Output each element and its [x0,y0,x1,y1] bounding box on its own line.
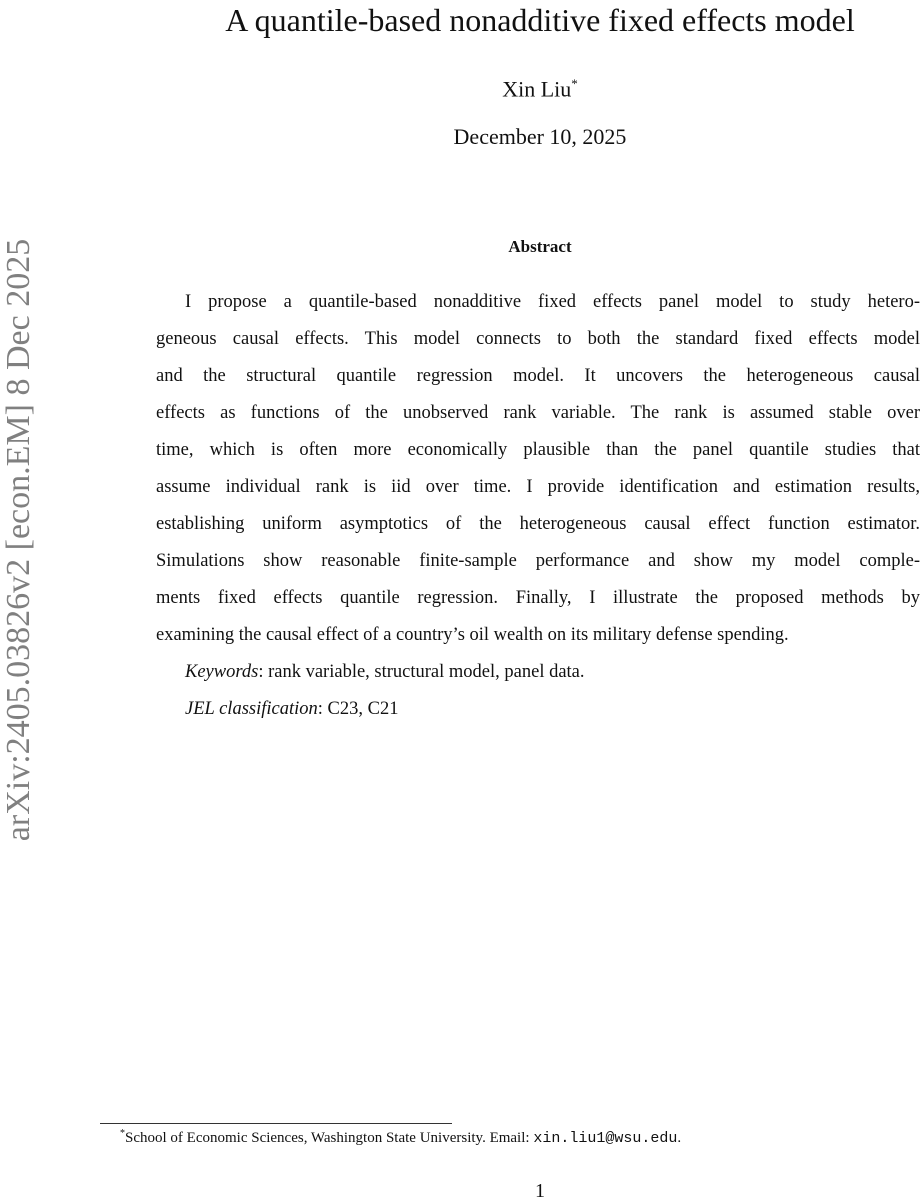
abstract-line: assume individual rank is iid over time. I provide identification and estimation results, [156,477,920,497]
abstract-line: effects as functions of the unobserved rank variable. The rank is assumed stable over [156,403,920,423]
abstract-line: ments fixed effects quantile regression. Finally, I illustrate the proposed methods by [156,588,920,608]
keywords [156,661,920,683]
arxiv-identifier-watermark: arXiv:2405.03826v2 [econ.EM] 8 Dec 2025 [0,238,37,842]
footnote-text: School of Economic Sciences, Washington State University. Email: [125,1130,534,1146]
page-number: 1 [535,1180,545,1202]
footnote-end: . [677,1130,682,1146]
author-footnote-mark: * [571,76,578,91]
keywords-text: : rank variable, structural model, panel data. [258,662,585,682]
author-name: Xin Liu [502,76,572,102]
footnote-mark: * [120,1128,125,1139]
jel-text: : C23, C21 [317,699,399,719]
jel-classification [156,698,920,720]
abstract-line: establishing uniform asymptotics of the heterogeneous causal effect function estimator. [156,514,920,534]
paper-title: A quantile-based nonadditive fixed effects model [225,2,855,38]
abstract-line: I propose a quantile-based nonadditive fixed effects panel model to study hetero- [185,292,920,312]
jel-label: JEL classification [185,699,318,719]
footnote [120,1128,681,1147]
abstract-line: Simulations show reasonable finite-sample performance and show my model comple- [156,551,920,571]
date: December 10, 2025 [453,124,627,149]
abstract-heading: Abstract [508,237,572,256]
abstract-line: geneous causal effects. This model connects to both the standard fixed effects model [156,329,920,349]
abstract-line: examining the causal effect of a country’s oil wealth on its military defense spending. [156,625,789,645]
keywords-label: Keywords [185,662,259,682]
abstract-line: and the structural quantile regression model. It uncovers the heterogeneous causal [156,366,920,386]
footnote-email[interactable]: xin.liu1@wsu.edu [533,1130,678,1147]
author [150,76,924,102]
footnote-rule [100,1123,452,1124]
abstract-line: time, which is often more economically plausible than the panel quantile studies that [156,440,920,460]
